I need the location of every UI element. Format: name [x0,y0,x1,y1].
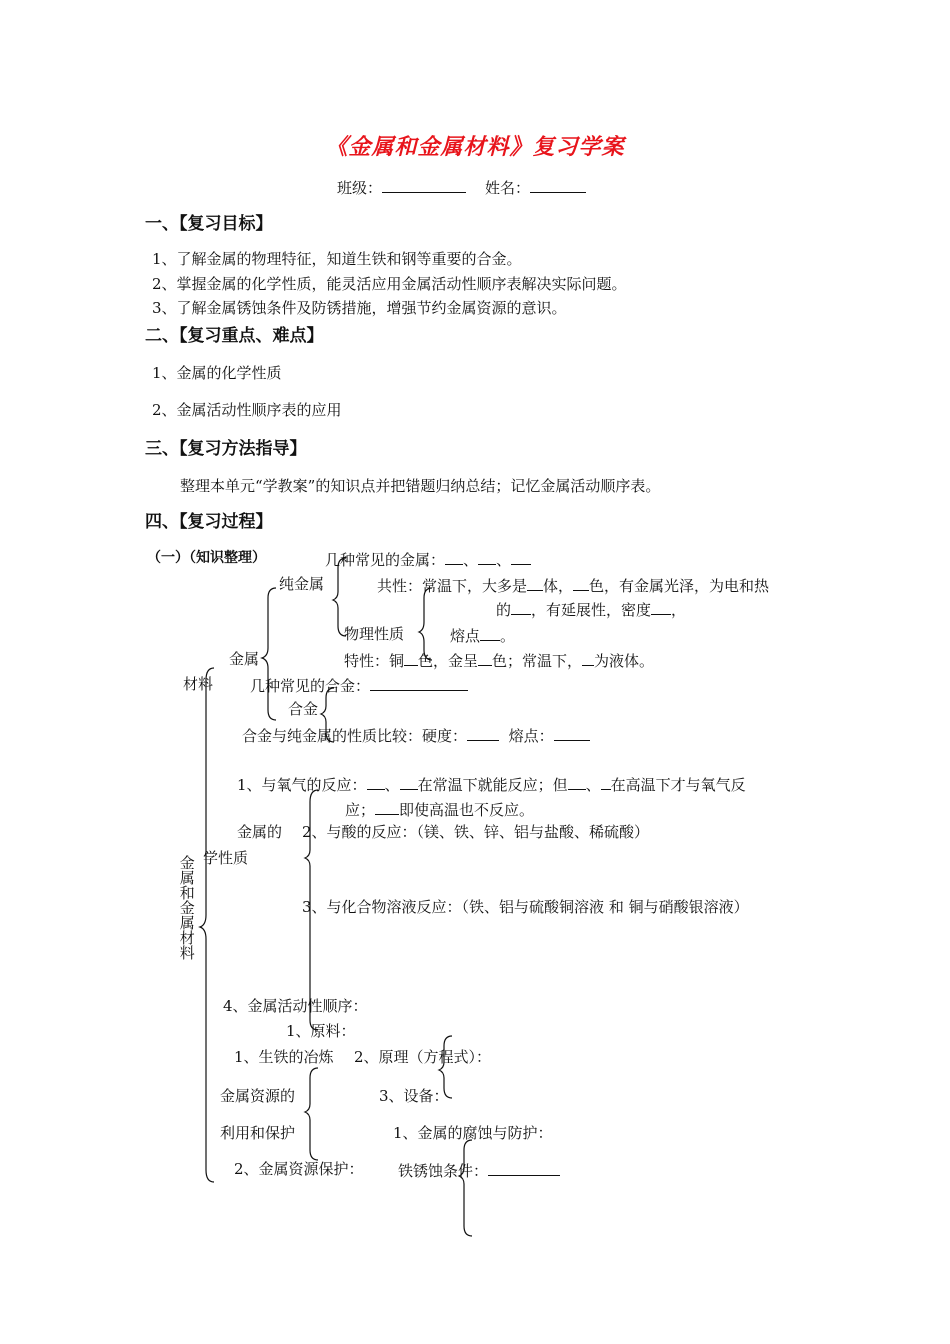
text: 体， [543,577,574,595]
sec2-item-2: 2、金属活动性顺序表的应用 [152,401,342,419]
brace-alloy [321,688,334,742]
text: ， [671,601,687,619]
sec1-item-3: 3、了解金属锈蚀条件及防锈措施，增强节约金属资源的意识。 [152,299,567,317]
text: 合金与纯金属的性质比较：硬度： [242,727,468,745]
text: 1、与氧气的反应： [237,776,367,794]
materials-label: 材料 [183,675,214,693]
sec2-heading: 二、【复习重点、难点】 [145,326,324,346]
text: 应； [345,801,376,819]
resources-label-1: 金属资源的 [220,1087,296,1105]
text: 的 [496,601,512,619]
text: 色；常温下， [492,652,583,670]
resource-protection: 2、金属资源保护： [234,1160,364,1178]
name-label: 姓名： [485,179,531,197]
text: 共性：常温下，大多是 [377,577,528,595]
principle: 2、原理（方程式）： [354,1048,492,1066]
resources-label-2: 利用和保护 [220,1124,296,1142]
common-metals-line: 几种常见的金属： 、 、 [325,551,531,568]
brace-physical [419,588,432,660]
page-title: 《金属和金属材料》复习学案 [325,135,625,160]
text: 熔点： [508,727,554,745]
common-metals-label: 几种常见的金属： [325,551,446,569]
text: 为液体。 [594,652,655,670]
brace-pure-metal [333,558,346,636]
sec1-heading: 一、【复习目标】 [145,214,273,234]
text: 色，有金属光泽，为电和热 [589,577,770,595]
equipment: 3、设备： [379,1087,449,1105]
knowledge-heading: （一）（知识整理） [147,550,266,566]
physical-props-label: 物理性质 [344,625,405,643]
brace-metal [262,588,276,720]
iron-smelting: 1、生铁的冶炼 [234,1048,334,1066]
text: 几种常见的合金： [250,677,371,695]
text: 在常温下就能反应；但 [417,776,568,794]
text: ，有延展性，密度 [531,601,652,619]
compound-reaction: 3、与化合物溶液反应：（铁、铝与硫酸铜溶液 和 铜与硝酸银溶液） [302,898,749,916]
brace-smelting [439,1036,452,1098]
text: 熔点 [450,627,481,645]
vertical-topic-label: 金属和金属材料 [177,855,196,960]
metal-chem-label-2: 学性质 [203,849,249,867]
brace-resources [305,1068,318,1160]
brace-main-materials [200,668,214,1182]
class-label: 班级： [337,179,383,197]
sec2-item-1: 1、金属的化学性质 [152,364,282,382]
text: 色，金呈 [418,652,479,670]
raw-materials: 1、原料： [286,1022,356,1040]
text: 在高温下才与氧气反 [610,776,746,794]
text: 。 [500,627,516,645]
activity-order: 4、金属活动性顺序： [223,997,368,1015]
sec3-text: 整理本单元“学教案”的知识点并把错题归纳总结；记忆金属活动顺序表。 [180,477,661,495]
metal-chem-label-1: 金属的 [237,823,283,841]
oxygen-line: 1、与氧气的反应： 、 在常温下就能反应；但 、 在高温下才与氧气反 [237,776,746,794]
text: 铁锈蚀条件： [398,1162,489,1180]
sec1-item-1: 1、了解金属的物理特征，知道生铁和钢等重要的合金。 [152,250,522,268]
sec1-item-2: 2、掌握金属的化学性质，能灵活应用金属活动性顺序表解决实际问题。 [152,275,627,293]
acid-reaction: 2、与酸的反应：（镁、铁、锌、铝与盐酸、稀硫酸） [302,823,650,841]
text: 即使高温也不反应。 [399,801,535,819]
brace-rust [459,1140,472,1236]
corrosion-protection: 1、金属的腐蚀与防护： [393,1124,553,1142]
brace-chemistry [305,790,318,1030]
sec4-heading: 四、【复习过程】 [145,512,273,532]
text: 特性：铜 [344,652,405,670]
sec3-heading: 三、【复习方法指导】 [145,439,307,459]
metal-label: 金属 [229,650,260,668]
pure-metal-label: 纯金属 [279,575,325,593]
alloy-label: 合金 [288,700,319,718]
